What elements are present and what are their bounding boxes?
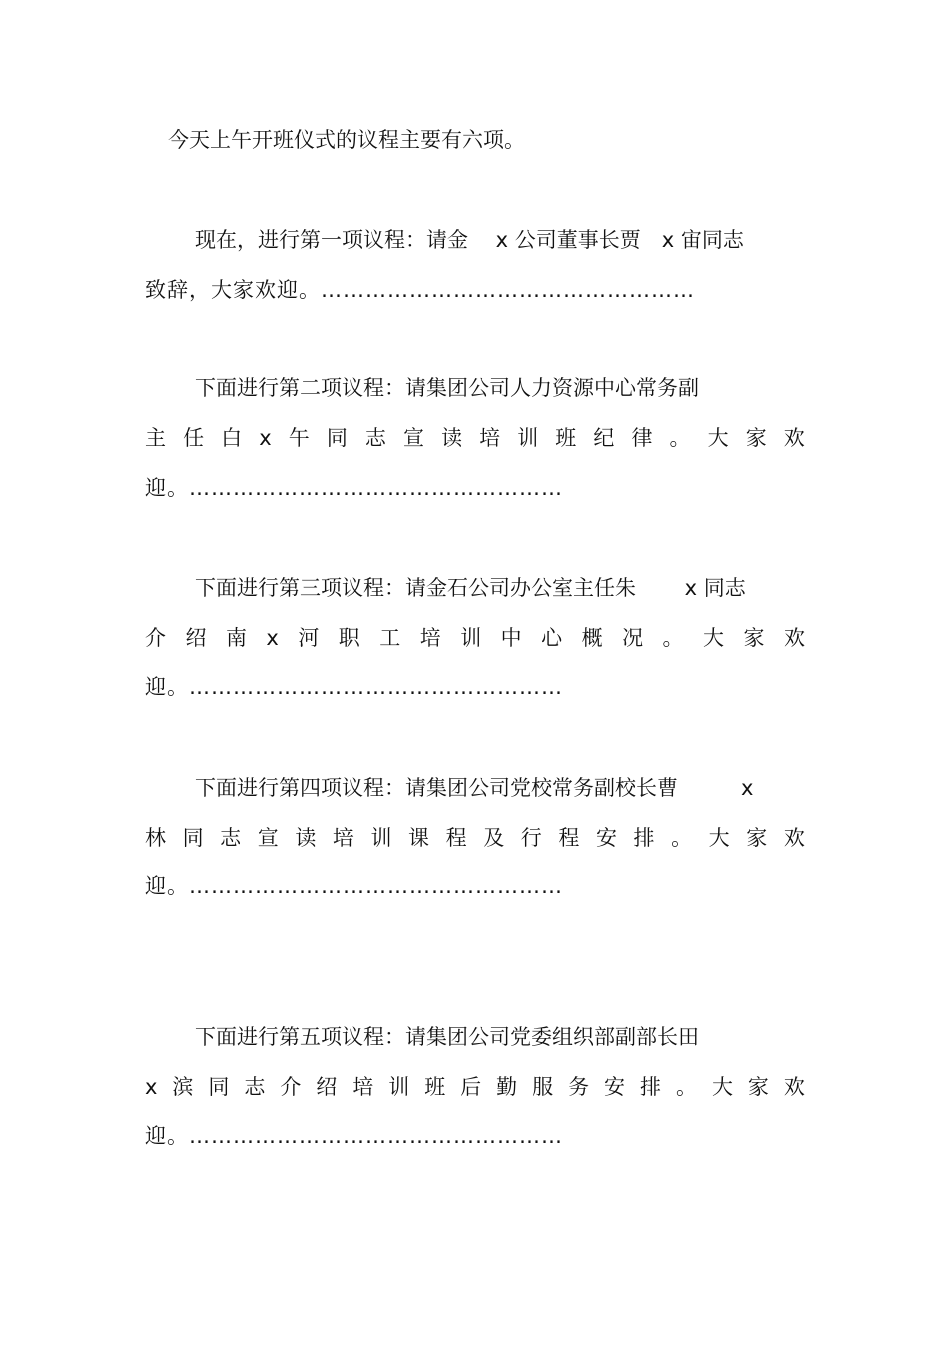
justified-char: 班 bbox=[555, 426, 577, 450]
justified-char: 训 bbox=[460, 626, 482, 650]
justified-char: 白 bbox=[221, 426, 243, 450]
agenda-item-2-line-3: 迎。…………………………………………… bbox=[145, 476, 563, 500]
justified-char: 务 bbox=[568, 1075, 590, 1099]
justified-char: 。 bbox=[675, 1075, 697, 1099]
justified-char: 任 bbox=[183, 426, 205, 450]
justified-char: 欢 bbox=[783, 626, 805, 650]
justified-char: 程 bbox=[558, 826, 580, 850]
justified-char: 滨 bbox=[172, 1075, 194, 1099]
justified-char: 家 bbox=[745, 426, 767, 450]
justified-char: 介 bbox=[280, 1075, 302, 1099]
justified-char: 欢 bbox=[783, 826, 805, 850]
justified-char: 大 bbox=[703, 626, 724, 650]
justified-char: 课 bbox=[408, 826, 430, 850]
justified-char: 宣 bbox=[257, 826, 279, 850]
agenda-item-3-line-3: 迎。…………………………………………… bbox=[145, 675, 563, 699]
justified-char: 概 bbox=[581, 626, 603, 650]
justified-char: 家 bbox=[743, 626, 765, 650]
justified-char: 后 bbox=[460, 1075, 482, 1099]
justified-char: 主 bbox=[145, 426, 166, 450]
justified-char: 职 bbox=[338, 626, 360, 650]
justified-char: 及 bbox=[483, 826, 505, 850]
justified-char: 志 bbox=[364, 426, 386, 450]
justified-char: 安 bbox=[604, 1075, 626, 1099]
agenda-item-5-line-2 bbox=[145, 1072, 805, 1102]
justified-char: 纪 bbox=[593, 426, 615, 450]
intro-paragraph: 今天上午开班仪式的议程主要有六项。 bbox=[168, 128, 525, 152]
justified-char: 工 bbox=[379, 626, 401, 650]
justified-char: 欢 bbox=[783, 426, 805, 450]
agenda-item-4-line-1: 下面进行第四项议程：请集团公司党校常务副校长曹 x bbox=[195, 776, 754, 800]
justified-char: 大 bbox=[711, 1075, 733, 1099]
justified-char: 同 bbox=[182, 826, 204, 850]
justified-char: 培 bbox=[352, 1075, 374, 1099]
justified-char: 家 bbox=[746, 826, 768, 850]
justified-char: 律 bbox=[631, 426, 653, 450]
justified-char: 。 bbox=[662, 626, 684, 650]
justified-char: 培 bbox=[332, 826, 354, 850]
justified-char: 训 bbox=[388, 1075, 410, 1099]
agenda-item-5-line-1: 下面进行第五项议程：请集团公司党委组织部副部长田 bbox=[195, 1025, 699, 1049]
justified-char: 训 bbox=[517, 426, 539, 450]
justified-char: 同 bbox=[326, 426, 348, 450]
justified-char: 排 bbox=[633, 826, 655, 850]
agenda-item-1-line-2: 致辞，大家欢迎。…………………………………………… bbox=[145, 278, 695, 302]
justified-char: 大 bbox=[708, 826, 730, 850]
justified-char: 服 bbox=[532, 1075, 554, 1099]
agenda-item-4-line-3: 迎。…………………………………………… bbox=[145, 874, 563, 898]
justified-char: 培 bbox=[419, 626, 441, 650]
agenda-item-3-line-1: 下面进行第三项议程：请金石公司办公室主任朱 x 同志 bbox=[195, 576, 746, 600]
justified-char: 心 bbox=[541, 626, 563, 650]
justified-char: 志 bbox=[220, 826, 242, 850]
justified-char: 安 bbox=[595, 826, 617, 850]
justified-char: 。 bbox=[671, 826, 693, 850]
justified-char: 绍 bbox=[316, 1075, 338, 1099]
justified-char: 林 bbox=[145, 826, 166, 850]
justified-char: 午 bbox=[288, 426, 310, 450]
justified-char: 欢 bbox=[783, 1075, 805, 1099]
agenda-item-3-line-2 bbox=[145, 623, 805, 653]
agenda-item-2-line-1: 下面进行第二项议程：请集团公司人力资源中心常务副 bbox=[195, 376, 699, 400]
agenda-item-4-line-2 bbox=[145, 823, 805, 853]
justified-char: 班 bbox=[424, 1075, 446, 1099]
justified-char: x bbox=[266, 626, 279, 650]
justified-char: 中 bbox=[500, 626, 522, 650]
justified-char: 训 bbox=[370, 826, 392, 850]
agenda-item-1-line-1: 现在，进行第一项议程：请金 x 公司董事长贾 x 宙同志 bbox=[195, 228, 744, 252]
justified-char: 绍 bbox=[185, 626, 207, 650]
agenda-item-5-line-3: 迎。…………………………………………… bbox=[145, 1124, 563, 1148]
agenda-item-2-line-2 bbox=[145, 423, 805, 453]
justified-char: 南 bbox=[225, 626, 247, 650]
justified-char: 大 bbox=[707, 426, 729, 450]
justified-char: 家 bbox=[747, 1075, 769, 1099]
justified-char: 读 bbox=[295, 826, 317, 850]
justified-char: 排 bbox=[640, 1075, 661, 1099]
justified-char: 河 bbox=[298, 626, 320, 650]
justified-char: 程 bbox=[445, 826, 467, 850]
justified-char: 宣 bbox=[402, 426, 424, 450]
justified-char: 介 bbox=[145, 626, 166, 650]
justified-char: 志 bbox=[244, 1075, 266, 1099]
justified-char: x bbox=[259, 426, 272, 450]
justified-char: 。 bbox=[669, 426, 691, 450]
justified-char: 读 bbox=[441, 426, 463, 450]
justified-char: 况 bbox=[622, 626, 644, 650]
justified-char: 行 bbox=[520, 826, 542, 850]
justified-char: 培 bbox=[479, 426, 501, 450]
justified-char: 同 bbox=[208, 1075, 230, 1099]
justified-char: 勤 bbox=[496, 1075, 518, 1099]
justified-char: x bbox=[145, 1075, 158, 1099]
